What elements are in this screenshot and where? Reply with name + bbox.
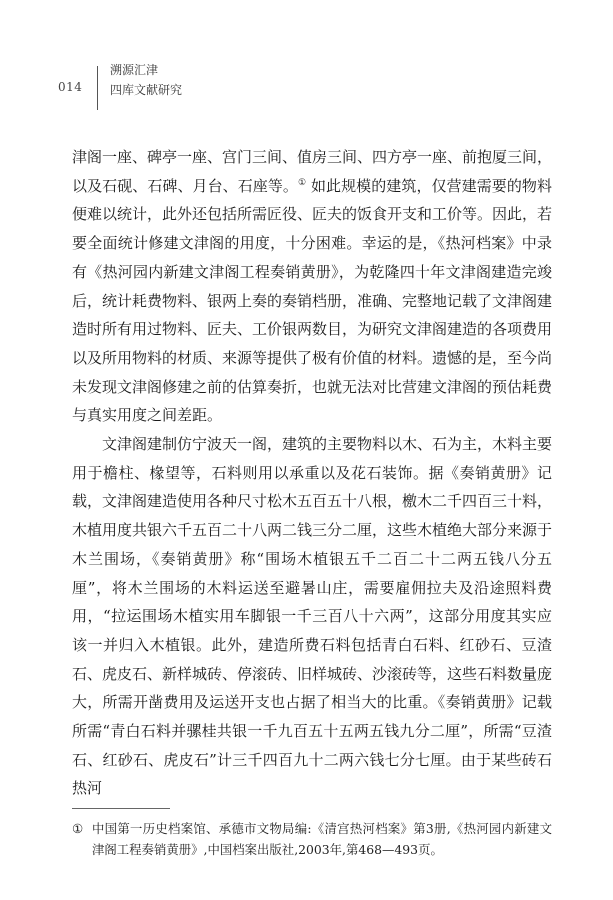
paragraph-text: 津阁一座、碑亭一座、宫门三间、值房三间、四方亭一座、前抱厦三间，以及石砚、石碑、月台、石座等。 <box>72 148 553 195</box>
footnote-reference[interactable]: ① <box>298 177 307 188</box>
footnote-text: 中国第一历史档案馆、承德市文物局编:《清宫热河档案》第3册,《热河园内新建文津阁工程奏销黄册》,中国档案出版社,2003年,第468—493页。 <box>92 821 552 857</box>
page-number: 014 <box>58 80 83 94</box>
header-divider <box>97 66 98 110</box>
running-title <box>110 60 182 100</box>
paragraph <box>72 143 552 430</box>
footnote-mark: ① <box>72 821 84 836</box>
footnote-divider <box>72 808 170 809</box>
paragraph-text: 如此规模的建筑，仅营建需要的物料便难以统计，此外还包括所需匠役、匠夫的饭食开支和工价等。因此，若要全面统计修建文津阁的用度，十分困难。幸运的是，《热河档案》中录有《热河园内新建文津阁工程奏销黄册》，为乾隆四十年文津阁建造完竣后，统计耗费物料、银两上奏的奏销档册，准确、完整地记载了文津阁建造时所有用过物料、匠夫、工价银两数目，为研究文津阁建造的各项费用以及所用物料的材质、来源等提供了极有价值的材料。遗憾的是，至今尚未发现文津阁修建之前的估算奏折，也就无法对比营建文津阁的预估耗费与真实用度之间差距。 <box>72 176 553 425</box>
footnote <box>72 818 552 860</box>
body-text <box>72 143 552 803</box>
book-subtitle: 四库文献研究 <box>110 83 183 97</box>
book-title: 溯源汇津 <box>110 63 159 77</box>
paragraph: 文津阁建制仿宁波天一阁，建筑的主要物料以木、石为主，木料主要用于檐柱、椽望等，石料则用以承重以及花石装饰。据《奏销黄册》记载，文津阁建造使用各种尺寸松木五百五十八根，檄木二千四百三十料，木植用度共银六千五百二十八两二钱三分二厘，这些木植绝大部分来源于木兰围场，《奏销黄册》称“围场木植银五千二百二十二两五钱八分五厘”，将木兰围场的木料运送至避暑山庄，需要雇佣拉夫及沿途照料费用，“拉运围场木植实用车脚银一千三百八十六两”，这部分用度其实应该一并归入木植银。此外，建造所费石料包括青白石料、红砂石、豆渣石、虎皮石、新样城砖、停滚砖、旧样城砖、沙滚砖等，这些石料数量庞大，所需开凿费用及运送开支也占据了相当大的比重。《奏销黄册》记载所需“青白石料并骡桂共银一千九百五十五两五钱九分二厘”，所需“豆渣石、红砂石、虎皮石”计三千四百九十二两六钱七分七厘。由于某些砖石热河 <box>72 435 553 798</box>
running-header <box>0 60 613 110</box>
